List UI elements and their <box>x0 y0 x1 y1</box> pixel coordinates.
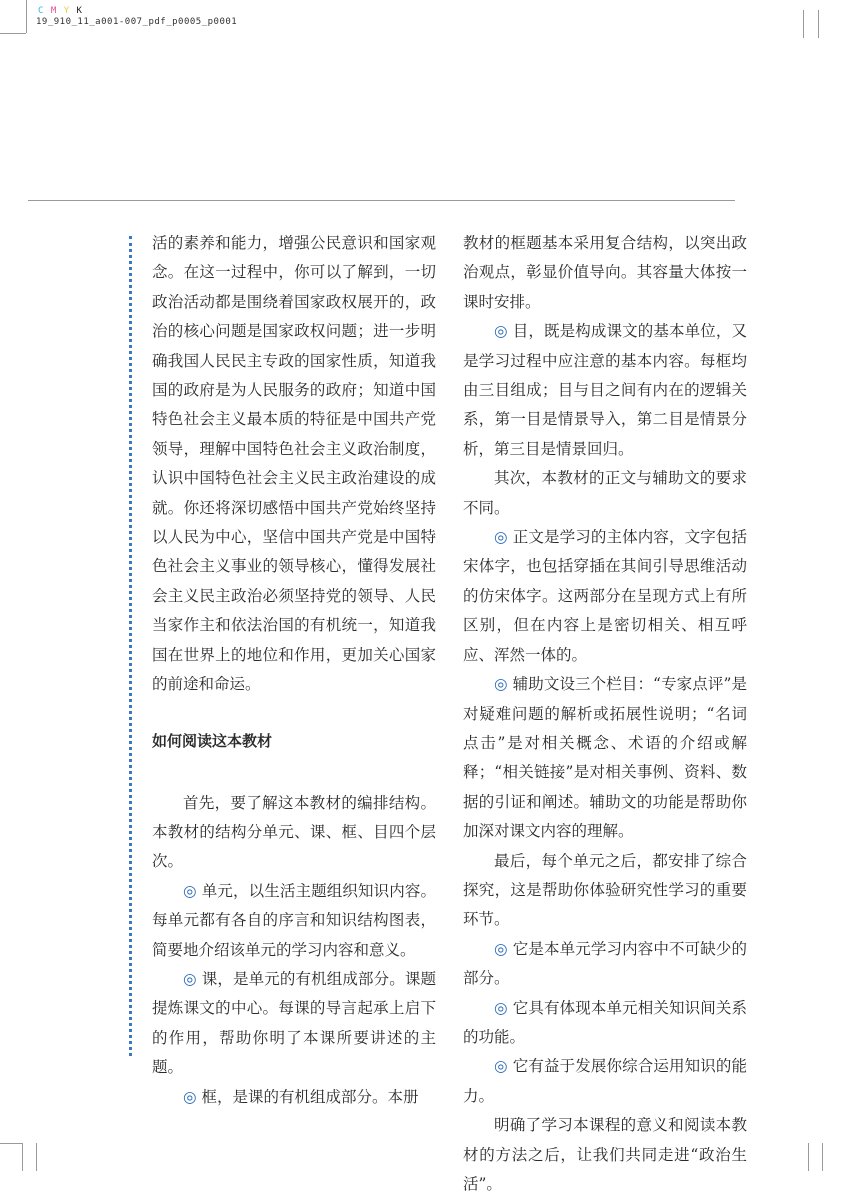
paragraph <box>463 1052 747 1111</box>
paragraph: 首先，要了解这本教材的编排结构。本教材的结构分单元、课、框、目四个层次。 <box>152 793 436 871</box>
bullet-icon: ◎ <box>494 998 508 1017</box>
paragraph: 最后，每个单元之后，都安排了综合探究，这是帮助你体验研究性学习的重要环节。 <box>463 851 747 929</box>
paragraph <box>463 523 747 670</box>
paragraph <box>463 994 747 1053</box>
paragraph <box>152 1083 436 1112</box>
bullet-icon: ◎ <box>494 528 508 547</box>
paragraph-text: 辅助文设三个栏目：“专家点评”是对疑难问题的解析或拓展性说明；“名词点击”是对相关概念、术语的介绍或解释；“相关链接”是对相关事例、资料、数据的引证和阐述。辅助文的功能是帮助你加深对课文内容的理解。 <box>463 675 747 841</box>
paragraph <box>463 317 747 464</box>
crop-mark-bottom-right-v2 <box>822 1143 823 1171</box>
cmyk-color-marks: C M Y K <box>38 6 83 16</box>
paragraph: 明确了学习本课程的意义和阅读本教材的方法之后，让我们共同走进“政治生活”。 <box>463 1116 747 1193</box>
paragraph-text: 框，是课的有机组成部分。本册 <box>196 1087 419 1106</box>
crop-mark-bottom-right-v1 <box>808 1143 809 1171</box>
crop-mark-bottom-left-v1 <box>22 1143 23 1171</box>
bullet-icon: ◎ <box>183 881 197 900</box>
crop-mark-top-left-v <box>26 0 27 33</box>
paragraph: 活的素养和能力，增强公民意识和国家观念。在这一过程中，你可以了解到，一切政治活动都是围绕着国家政权展开的，政治的核心问题是国家政权问题；进一步明确我国人民民主专政的国家性质，知道我国的政府是为人民服务的政府；知道中国特色社会主义最本质的特征是中国共产党领导，理解中国特色社会主义政治制度，认识中国特色社会主义民主政治建设的成就。你还将深切感悟中国共产党始终坚持以人民为中心，坚信中国共产党是中国特色社会主义事业的领导核心，懂得发展社会主义民主政治必须坚持党的领导、人民当家作主和依法治国的有机统一，知道我国在世界上的地位和作用，更加关心国家的前途和命运。 <box>152 234 436 694</box>
bullet-icon: ◎ <box>183 969 197 988</box>
crop-mark-top-right-v1 <box>803 10 804 38</box>
paragraph: 教材的框题基本采用复合结构，以突出政治观点，彰显价值导向。其容量大体按一课时安排。 <box>463 234 747 311</box>
dotted-margin-line <box>129 236 132 1056</box>
bullet-icon: ◎ <box>494 322 508 341</box>
paragraph-text: 它有益于发展你综合运用知识的能力。 <box>463 1057 747 1105</box>
paragraph-text: 它具有体现本单元相关知识间关系的功能。 <box>463 998 747 1046</box>
crop-mark-top-right-v2 <box>818 10 819 38</box>
bullet-icon: ◎ <box>183 1087 197 1106</box>
crop-mark-top-left-h <box>0 33 26 34</box>
paragraph-text: 目，既是构成课文的基本单位，又是学习过程中应注意的基本内容。每框均由三目组成；目与目之间有内在的逻辑关系，第一目是情景导入，第二目是情景分析，第三目是情景回归。 <box>463 322 747 458</box>
paragraph-text: 课，是单元的有机组成部分。课题提炼课文的中心。每课的导言起承上启下的作用，帮助你明了本课所要讲述的主题。 <box>152 969 436 1077</box>
paragraph <box>463 935 747 994</box>
paragraph <box>463 670 747 846</box>
crop-mark-bottom-left-h <box>0 1143 22 1144</box>
left-column <box>152 229 436 1112</box>
header-rule <box>28 200 735 201</box>
bullet-icon: ◎ <box>494 675 508 694</box>
section-heading: 如何阅读这本教材 <box>152 731 273 750</box>
right-column <box>463 229 747 1199</box>
bullet-icon: ◎ <box>494 939 508 958</box>
paragraph-text: 单元，以生活主题组织知识内容。每单元都有各自的序言和知识结构图表，简要地介绍该单元的学习内容和意义。 <box>152 881 436 959</box>
file-slug: 19_910_11_a001-007_pdf_p0005_p0001 <box>36 17 238 27</box>
paragraph <box>152 965 436 1083</box>
paragraph: 其次，本教材的正文与辅助文的要求不同。 <box>463 469 747 517</box>
paragraph <box>152 877 436 965</box>
paragraph-text: 它是本单元学习内容中不可缺少的部分。 <box>463 939 747 988</box>
bullet-icon: ◎ <box>494 1057 508 1076</box>
crop-mark-bottom-left-v2 <box>36 1143 37 1171</box>
paragraph-text: 正文是学习的主体内容，文字包括宋体字，也包括穿插在其间引导思维活动的仿宋体字。这两部分在呈现方式上有所区别，但在内容上是密切相关、相互呼应、浑然一体的。 <box>463 528 747 664</box>
